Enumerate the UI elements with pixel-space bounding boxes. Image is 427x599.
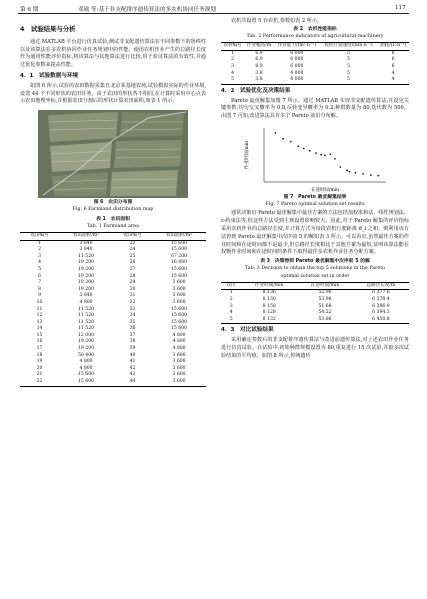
table-cell: 40 xyxy=(129,352,136,358)
pareto-point xyxy=(303,148,305,150)
pareto-point xyxy=(315,152,317,154)
tab2-caption-en: Tab. 2 Performance indicators of agricultural machinery xyxy=(246,34,384,39)
table-cell: 19 200 xyxy=(77,266,95,272)
tab1-caption-cn: 表 1 农田面积 xyxy=(96,216,130,222)
pareto-point xyxy=(320,154,322,156)
table-cell: 5 xyxy=(231,77,235,83)
table-cell: 8 xyxy=(38,286,41,292)
table-cell: 4 800 xyxy=(79,299,93,305)
right-column xyxy=(221,18,409,361)
table-cell: 34 xyxy=(129,313,136,319)
table-cell: 3.8 xyxy=(255,70,263,76)
chart-xlabel: 在途时间/min xyxy=(310,187,340,193)
pareto-point xyxy=(297,145,299,147)
table-cell: 3 600 xyxy=(172,365,186,371)
pareto-point xyxy=(349,171,351,173)
table-cell: 15 600 xyxy=(170,240,188,246)
page-number: 117 xyxy=(395,5,406,11)
pareto-point xyxy=(334,158,336,160)
tab3-header: 在途时间/min xyxy=(310,282,340,288)
table-cell: 43 xyxy=(129,372,136,378)
pareto-point xyxy=(309,150,311,152)
table-cell: 4 800 xyxy=(172,346,186,352)
table-cell: 3 600 xyxy=(172,286,186,292)
pareto-point xyxy=(324,154,326,156)
section42-title: 4．2 试验优化及决策结果 xyxy=(221,87,291,94)
running-title: 邓瑜 等:基于非支配排序遗传算法的多农机协同任务规划 xyxy=(78,7,216,13)
table-cell: 21 xyxy=(36,372,43,378)
table-row xyxy=(20,300,206,307)
table-cell: 10 xyxy=(36,299,43,305)
table-cell: 3 600 xyxy=(172,352,186,358)
tab1-header: 农田编号 xyxy=(123,232,142,238)
table-row xyxy=(20,267,206,274)
table-cell: 11 520 xyxy=(77,313,95,319)
table-cell: 53.86 xyxy=(318,316,332,322)
table-cell: 30 xyxy=(129,286,136,292)
table-cell: 17 xyxy=(36,346,43,352)
table-cell: 15 600 xyxy=(77,372,95,378)
table-cell: 2 xyxy=(38,247,41,253)
table-cell: 5 xyxy=(346,50,350,56)
section4-intro: 通过 MATLAB 平台进行仿真试验,测试非支配遗传算法在不同参数下的鲁棒性以及该算法在多农机协同作业任务规划中的性能。使用农机作业产生的总路径长度作为通用性能评价指标,将该算法与其他算法进行比较,用于验证算法的有效性,并通过优化参数来提高性能。 xyxy=(20,38,206,69)
table-cell: 8 128 xyxy=(262,310,276,316)
table-row xyxy=(20,260,206,267)
table-cell: 3 600 xyxy=(172,379,186,385)
left-column xyxy=(20,18,206,390)
table-cell: 2 xyxy=(229,296,233,302)
table-cell: 44 xyxy=(129,379,136,385)
table-cell: 20 xyxy=(36,365,43,371)
table-cell: 3 xyxy=(229,303,233,309)
table-cell: 12 000 xyxy=(77,332,95,338)
table-cell: 6 xyxy=(391,63,395,69)
table-cell: 42 xyxy=(129,365,136,371)
table-cell: 3 600 xyxy=(172,293,186,299)
table-cell: 9 xyxy=(38,293,41,299)
table-cell: 19 200 xyxy=(77,286,95,292)
table-cell: 38 xyxy=(129,339,136,345)
chart-ylabel: 作业时间/min xyxy=(245,140,250,170)
tab2-header: 农机编号 xyxy=(223,43,242,49)
table-cell: 4 xyxy=(391,77,395,83)
section4-title: 4 试验结果与分析 xyxy=(20,25,76,33)
pareto-point xyxy=(370,174,372,176)
table-cell: 37 xyxy=(129,332,136,338)
table-cell: 6 000 xyxy=(290,63,304,69)
table-cell: 11 520 xyxy=(77,253,95,259)
table-cell: 6 377.6 xyxy=(372,290,390,296)
table-row xyxy=(221,57,409,64)
table-cell: 39 xyxy=(129,346,136,352)
table-row xyxy=(221,77,409,84)
table-cell: 14 xyxy=(36,326,43,332)
table-cell: 15 600 xyxy=(170,319,188,325)
table-cell: 3 600 xyxy=(172,359,186,365)
table-cell: 67 200 xyxy=(170,253,188,259)
table-cell: 15 600 xyxy=(170,326,188,332)
table-row xyxy=(20,280,206,287)
section43-text: 采用确定参数后的非支配排序遗传算法与改进前遗传算法,对上述农田作业任务进行仿真试验。在试验中,初始种群规模设置为 80,重复进行 15 次试验,并取多次试验结果的平均值。如图 8 所示,传统遗传 xyxy=(221,337,409,359)
table-cell: 52.96 xyxy=(318,290,332,296)
tab3-header: 作业时间/min xyxy=(254,282,284,288)
table-cell: 5 xyxy=(38,266,41,272)
pareto-point xyxy=(282,138,284,140)
table-cell: 3 840 xyxy=(79,240,93,246)
table-row xyxy=(20,293,206,300)
table-cell: 19 200 xyxy=(77,346,95,352)
tab2-caption-cn: 表 2 农机性能指标 xyxy=(293,26,337,32)
table-cell: 15 600 xyxy=(170,313,188,319)
table-cell: 11 520 xyxy=(77,306,95,312)
table-cell: 4 000 xyxy=(290,77,304,83)
table-cell: 4 xyxy=(229,310,233,316)
table-cell: 4 xyxy=(38,260,41,266)
table-cell: 41 xyxy=(129,359,136,365)
machine-count-text: 农机共设置 5 台农机,参数如表 2 所示。 xyxy=(231,18,322,24)
tab1-header: 农田面积/m² xyxy=(72,232,100,238)
table-cell: 8 136 xyxy=(262,290,276,296)
tab1-header: 农田编号 xyxy=(30,232,49,238)
table-cell: 8 130 xyxy=(262,296,276,302)
pareto-point xyxy=(329,153,331,155)
table-cell: 11 520 xyxy=(77,326,95,332)
table-cell: 3 600 xyxy=(172,280,186,286)
table-cell: 8 132 xyxy=(262,316,276,322)
table-cell: 27 xyxy=(129,266,136,272)
table-cell: 6 xyxy=(391,57,395,63)
table-row xyxy=(221,71,409,78)
table-cell: 13 xyxy=(36,319,43,325)
table-cell: 15 600 xyxy=(170,247,188,253)
tab3-header: 次序 xyxy=(226,282,236,288)
tab3-caption-en-2: optimal solution set in order xyxy=(280,273,350,279)
table-cell: 19 200 xyxy=(77,260,95,266)
table-cell: 3 600 xyxy=(172,372,186,378)
table-cell: 15 xyxy=(36,332,43,338)
tab2-header: 作业能力/(m²·h⁻¹) xyxy=(277,43,317,49)
fig7-caption-en: Fig. 7 Pareto optimal solution set results xyxy=(265,202,365,208)
table-row xyxy=(20,346,206,353)
table-cell: 4 000 xyxy=(290,70,304,76)
table-cell: 29 xyxy=(129,280,136,286)
section42-text: Pareto 最优解集如图 7 所示。通过 MATLAB 实现非支配遗传算法,并设定关键参数:均匀交叉概率为 0.8,反转变异概率为 0.2,种群数量为 80,迭代数为 500。由图 7 可知,改进算法具有多个 Pareto 前沿分布解。 xyxy=(221,97,409,120)
table-cell: 5 xyxy=(346,77,350,83)
table-cell: 15 600 xyxy=(170,266,188,272)
table-cell: 5 xyxy=(346,70,350,76)
table-cell: 3.8 xyxy=(255,77,263,83)
pareto-point xyxy=(378,175,380,177)
table-cell: 6 000 xyxy=(290,50,304,56)
table-cell: 33 xyxy=(129,306,136,312)
table-cell: 3 840 xyxy=(79,247,93,253)
table-row xyxy=(20,359,206,366)
pareto-point xyxy=(339,166,341,168)
table-cell: 28 xyxy=(129,273,136,279)
farmland-area-table xyxy=(20,232,206,387)
pareto-point xyxy=(290,141,292,143)
table-cell: 19 200 xyxy=(77,339,95,345)
table-cell: 15 600 xyxy=(170,306,188,312)
table-cell: 3 xyxy=(231,63,235,69)
table-cell: 50 400 xyxy=(77,352,95,358)
table-cell: 4 800 xyxy=(172,332,186,338)
table-cell: 53.96 xyxy=(318,296,332,302)
table-cell: 3 600 xyxy=(172,299,186,305)
table-cell: 6.9 xyxy=(255,63,263,69)
table-cell: 3 xyxy=(38,253,41,259)
pareto-point xyxy=(346,169,348,171)
table-cell: 15 600 xyxy=(170,273,188,279)
fig6-caption-en: Fig. 6 Farmland distribution map xyxy=(72,207,154,213)
machine-performance-table xyxy=(221,42,409,85)
table-cell: 26 xyxy=(129,260,136,266)
pareto-point xyxy=(275,132,277,134)
table-cell: 5 xyxy=(229,316,233,322)
table-cell: 54.22 xyxy=(318,310,332,316)
table-cell: 16 xyxy=(36,339,43,345)
table-cell: 5 xyxy=(346,63,350,69)
table-row xyxy=(20,379,206,386)
pareto-decision-text: 通常决策出 Pareto 最优解集中最佳方案的方法包括加权求和法、线性规划法、ε-约束法等,但这些方法受到主观设置影响较大。因此,对于 Pareto 解集的评价指标采用农机作业的总路径长度,并计算方式为每段农机行驶距离 d_i 之和。则利用该方法得到 Pareto 最优解集中次序前 5 的解如表 3 所示。可以看出,虽然最佳方案的作业时间和在途时间都不是最少,但总路径长度相比于其他方案为最短,证明该算法能在权衡作业时间和在途时间的条件下取得最佳多农机作业任务分配方案。 xyxy=(221,210,409,256)
tab2-header: 作业幅宽/m xyxy=(246,43,272,49)
fig7-caption-cn: 图 7 Pareto 最优解集结果 xyxy=(283,194,347,200)
pareto-chart xyxy=(240,124,390,194)
table-row xyxy=(221,50,409,57)
table-cell: 19 xyxy=(36,359,43,365)
section43-title: 4．3 对比试验结果 xyxy=(221,327,274,334)
table-cell: 2 xyxy=(231,57,235,63)
table-cell: 25 xyxy=(129,253,136,259)
table-cell: 18 xyxy=(36,352,43,358)
table-row xyxy=(221,290,409,297)
table-cell: 1 xyxy=(38,240,41,246)
table-row xyxy=(20,313,206,320)
header-rule xyxy=(18,13,409,14)
table-cell: 1 xyxy=(229,290,233,296)
table-cell: 51.68 xyxy=(318,303,332,309)
table-row xyxy=(221,297,409,304)
table-cell: 1 xyxy=(231,50,235,56)
table-cell: 6 378.4 xyxy=(372,296,390,302)
tab3-header: 总路径长度/m xyxy=(366,282,396,288)
table-row xyxy=(221,310,409,317)
table-cell: 36 xyxy=(129,326,136,332)
table-cell: 6 000 xyxy=(290,57,304,63)
table-cell: 4 800 xyxy=(172,339,186,345)
tab3-caption-en-1: Tab. 3 Decision to obtain the top 5 solutions in the Pareto xyxy=(244,266,386,272)
table-cell: 23 xyxy=(129,240,136,246)
table-cell: 24 xyxy=(129,247,136,253)
tab3-caption-cn: 表 3 决策得到 Pareto 最优解集中次序前 5 的解 xyxy=(260,259,370,265)
table-cell: 4 xyxy=(231,70,235,76)
table-cell: 6.9 xyxy=(255,57,263,63)
table-cell: 4 xyxy=(391,70,395,76)
table-row xyxy=(221,317,409,324)
table-cell: 8 158 xyxy=(262,303,276,309)
table-cell: 32 xyxy=(129,299,136,305)
table-cell: 3 840 xyxy=(79,293,93,299)
table-cell: 11 xyxy=(36,306,43,312)
table-cell: 15 600 xyxy=(77,379,95,385)
section41-text: 如图 6 所示,试验的农田数据采集自北京某基地农场,试验模拟实际的作业环境,设置 44 个不同形状的农田任务。由于农田的形状各不相同,在计算时采用中心点表示农田地理坐标,并根据农田分割后的形状计算农田面积,如表 1 所示。 xyxy=(20,82,206,105)
table-cell: 4 800 xyxy=(79,359,93,365)
farmland-map-image xyxy=(38,110,188,198)
tab1-header: 农田面积/m² xyxy=(165,232,193,238)
table-cell: 4 800 xyxy=(79,365,93,371)
tab1-caption-en: Tab. 1 Farmland area xyxy=(86,223,140,229)
table-cell: 6.9 xyxy=(255,50,263,56)
top5-solutions-table xyxy=(221,282,409,325)
table-cell: 5 xyxy=(346,57,350,63)
tab2-header: 油耗/(L·h⁻¹) xyxy=(380,43,407,49)
fig6-caption-cn: 图 6 农田分布图 xyxy=(93,200,133,206)
table-cell: 6 xyxy=(391,50,395,56)
table-cell: 6 450.8 xyxy=(372,316,390,322)
table-cell: 35 xyxy=(129,319,136,325)
table-cell: 6 394.3 xyxy=(372,310,390,316)
tab2-header: 农机行驶速度/(km·h⁻¹) xyxy=(324,43,373,49)
pareto-point xyxy=(362,173,364,175)
table-cell: 7 xyxy=(38,280,41,286)
table-cell: 11 520 xyxy=(77,319,95,325)
table-cell: 31 xyxy=(129,293,136,299)
table-cell: 6 xyxy=(38,273,41,279)
table-row xyxy=(20,326,206,333)
table-cell: 12 xyxy=(36,313,43,319)
table-row xyxy=(20,247,206,254)
table-cell: 6 386.9 xyxy=(372,303,390,309)
table-cell: 19 200 xyxy=(77,273,95,279)
table-row xyxy=(221,64,409,71)
table-cell: 22 xyxy=(36,379,43,385)
table-cell: 19 200 xyxy=(77,280,95,286)
table-cell: 16 800 xyxy=(170,260,188,266)
issue-number: 第 6 期 xyxy=(20,7,39,13)
section41-title: 4．1 试验数据与环境 xyxy=(20,72,79,79)
pareto-point xyxy=(355,172,357,174)
